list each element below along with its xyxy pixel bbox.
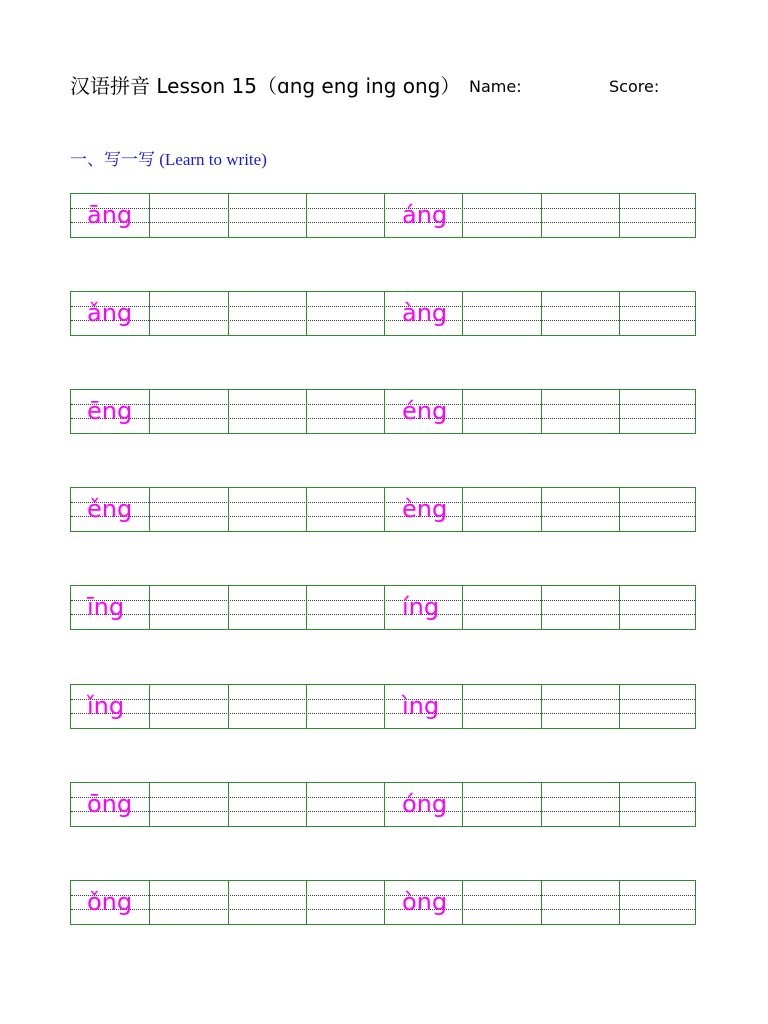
pinyin-right: èng	[402, 495, 448, 523]
cell-divider	[462, 881, 463, 924]
guide-line	[71, 404, 695, 405]
guide-line	[71, 502, 695, 503]
score-label: Score:	[609, 77, 660, 96]
writing-row	[70, 291, 696, 336]
writing-row	[70, 389, 696, 434]
pinyin-left: āng	[87, 201, 133, 229]
writing-row	[70, 684, 696, 729]
cell-divider	[149, 488, 150, 531]
writing-row	[70, 487, 696, 532]
guide-line	[71, 895, 695, 896]
pinyin-left: ǒng	[87, 888, 133, 916]
cell-divider	[149, 586, 150, 629]
page-header	[70, 70, 460, 99]
cell-divider	[384, 783, 385, 826]
cell-divider	[228, 586, 229, 629]
cell-divider	[619, 390, 620, 433]
guide-line	[71, 222, 695, 223]
cell-divider	[306, 586, 307, 629]
section-heading: 一、写一写 (Learn to write)	[70, 150, 267, 169]
pinyin-right: ìng	[402, 692, 440, 720]
cell-divider	[462, 488, 463, 531]
guide-line	[71, 797, 695, 798]
cell-divider	[384, 390, 385, 433]
cell-divider	[149, 783, 150, 826]
writing-row	[70, 585, 696, 630]
cell-divider	[149, 881, 150, 924]
cell-divider	[619, 783, 620, 826]
cell-divider	[462, 194, 463, 237]
cell-divider	[306, 488, 307, 531]
cell-divider	[541, 783, 542, 826]
cell-divider	[228, 488, 229, 531]
guide-line	[71, 811, 695, 812]
cell-divider	[149, 685, 150, 728]
writing-row	[70, 782, 696, 827]
cell-divider	[306, 292, 307, 335]
cell-divider	[384, 292, 385, 335]
guide-line	[71, 516, 695, 517]
cell-divider	[149, 292, 150, 335]
cell-divider	[384, 881, 385, 924]
cell-divider	[462, 685, 463, 728]
pinyin-right: áng	[402, 201, 448, 229]
pinyin-left: ēng	[87, 397, 133, 425]
cell-divider	[541, 881, 542, 924]
cell-divider	[619, 488, 620, 531]
cell-divider	[462, 783, 463, 826]
cell-divider	[306, 685, 307, 728]
cell-divider	[384, 586, 385, 629]
cell-divider	[462, 586, 463, 629]
guide-line	[71, 320, 695, 321]
guide-line	[71, 699, 695, 700]
cell-divider	[306, 194, 307, 237]
guide-line	[71, 208, 695, 209]
page-title: 汉语拼音 Lesson 15（ɑng eng ing ong）	[70, 74, 461, 98]
cell-divider	[228, 390, 229, 433]
name-label: Name:	[469, 77, 522, 96]
cell-divider	[619, 685, 620, 728]
guide-line	[71, 418, 695, 419]
pinyin-right: íng	[402, 593, 440, 621]
cell-divider	[228, 881, 229, 924]
pinyin-right: éng	[402, 397, 448, 425]
writing-row	[70, 880, 696, 925]
cell-divider	[541, 685, 542, 728]
cell-divider	[619, 586, 620, 629]
cell-divider	[149, 390, 150, 433]
cell-divider	[541, 292, 542, 335]
pinyin-left: ōng	[87, 790, 133, 818]
guide-line	[71, 614, 695, 615]
pinyin-right: àng	[402, 299, 448, 327]
cell-divider	[619, 881, 620, 924]
pinyin-right: òng	[402, 888, 448, 916]
guide-line	[71, 600, 695, 601]
cell-divider	[462, 390, 463, 433]
pinyin-left: ěng	[87, 495, 133, 523]
cell-divider	[306, 881, 307, 924]
cell-divider	[384, 194, 385, 237]
cell-divider	[228, 194, 229, 237]
pinyin-left: ǎng	[87, 299, 133, 327]
guide-line	[71, 909, 695, 910]
cell-divider	[228, 685, 229, 728]
cell-divider	[619, 292, 620, 335]
cell-divider	[384, 488, 385, 531]
cell-divider	[306, 390, 307, 433]
pinyin-left: ǐng	[87, 692, 125, 720]
cell-divider	[384, 685, 385, 728]
cell-divider	[619, 194, 620, 237]
pinyin-left: īng	[87, 593, 125, 621]
pinyin-right: óng	[402, 790, 448, 818]
cell-divider	[228, 292, 229, 335]
cell-divider	[541, 586, 542, 629]
cell-divider	[149, 194, 150, 237]
guide-line	[71, 306, 695, 307]
cell-divider	[228, 783, 229, 826]
cell-divider	[541, 194, 542, 237]
writing-row	[70, 193, 696, 238]
cell-divider	[541, 390, 542, 433]
guide-line	[71, 713, 695, 714]
cell-divider	[462, 292, 463, 335]
cell-divider	[541, 488, 542, 531]
cell-divider	[306, 783, 307, 826]
